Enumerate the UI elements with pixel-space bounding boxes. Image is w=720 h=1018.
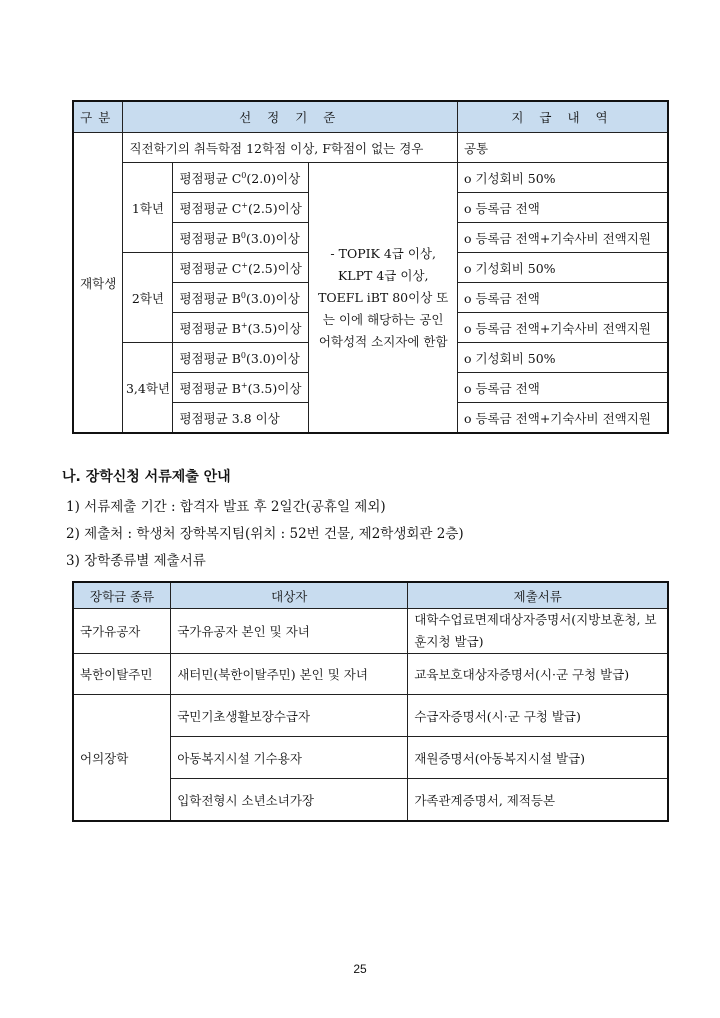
gpa-cell: 평점평균 $C^0(2.0)$이상 xyxy=(173,163,309,193)
gpa-cell: 평점평균 C+(2.5)이상 xyxy=(173,253,309,283)
table-row xyxy=(73,695,668,737)
common-benefit-cell: 공통 xyxy=(457,133,668,163)
benefit-cell: o 등록금 전액 xyxy=(457,373,668,403)
header-documents: 제출서류 xyxy=(408,582,668,609)
benefit-cell: o 기성회비 50% xyxy=(457,343,668,373)
year-cell: 3,4학년 xyxy=(123,343,173,434)
table-row xyxy=(73,654,668,695)
scholarship-type-cell: 어의장학 xyxy=(73,695,171,822)
documents-header-row xyxy=(73,582,668,609)
section-title: 나. 장학신청 서류제출 안내 xyxy=(62,469,231,485)
criteria-header-row xyxy=(73,101,668,133)
note-submission-period: 1) 서류제출 기간 : 합격자 발표 후 2일간(공휴일 제외) xyxy=(66,499,386,515)
target-cell: 국민기초생활보장수급자 xyxy=(171,695,408,737)
header-target: 대상자 xyxy=(171,582,408,609)
scholarship-type-cell: 국가유공자 xyxy=(73,609,171,654)
language-requirement-cell: - TOPIK 4급 이상, KLPT 4급 이상, TOEFL iBT 80이상 또는 이에 해당하는 공인 어학성적 소지자에 한함 xyxy=(309,163,458,434)
header-criteria: 선 정 기 준 xyxy=(123,101,458,133)
header-scholarship-type: 장학금 종류 xyxy=(73,582,171,609)
note-documents-by-type: 3) 장학종류별 제출서류 xyxy=(66,553,206,569)
documents-cell: 수급자증명서(시·군 구청 발급) xyxy=(408,695,668,737)
gpa-cell: 평점평균 $B^0(3.0)$이상 xyxy=(173,343,309,373)
gpa-cell: 평점평균 C+(2.5)이상 xyxy=(173,193,309,223)
header-benefit: 지 급 내 역 xyxy=(457,101,668,133)
page-number: 25 xyxy=(353,962,367,976)
target-cell: 입학전형시 소년소녀가장 xyxy=(171,779,408,822)
gpa-cell: 평점평균 $B^0(3.0)$이상 xyxy=(173,283,309,313)
scholarship-type-cell: 북한이탈주민 xyxy=(73,654,171,695)
target-cell: 아동복지시설 기수용자 xyxy=(171,737,408,779)
year-cell: 2학년 xyxy=(123,253,173,343)
header-category: 구분 xyxy=(73,101,123,133)
benefit-cell: o 기성회비 50% xyxy=(457,253,668,283)
gpa-cell: 평점평균 3.8 이상 xyxy=(173,403,309,434)
table-row xyxy=(73,609,668,654)
gpa-cell: 평점평균 B+(3.5)이상 xyxy=(173,373,309,403)
benefit-cell: o 등록금 전액 xyxy=(457,193,668,223)
scholarship-criteria-table xyxy=(72,100,669,434)
documents-cell: 가족관계증명서, 제적등본 xyxy=(408,779,668,822)
documents-cell: 대학수업료면제대상자증명서(지방보훈청, 보훈지청 발급) xyxy=(408,609,668,654)
note-submission-place: 2) 제출처 : 학생처 장학복지팀(위치 : 52번 건물, 제2학생회관 2층) xyxy=(66,526,464,542)
gpa-cell: 평점평균 B+(3.5)이상 xyxy=(173,313,309,343)
criteria-common-row xyxy=(73,133,668,163)
benefit-cell: o 기성회비 50% xyxy=(457,163,668,193)
gpa-cell: 평점평균 $B^0(3.0)$이상 xyxy=(173,223,309,253)
enrolled-student-cell: 재학생 xyxy=(73,133,123,434)
benefit-cell: o 등록금 전액+기숙사비 전액지원 xyxy=(457,403,668,434)
benefit-cell: o 등록금 전액+기숙사비 전액지원 xyxy=(457,313,668,343)
target-cell: 국가유공자 본인 및 자녀 xyxy=(171,609,408,654)
benefit-cell: o 등록금 전액 xyxy=(457,283,668,313)
year-cell: 1학년 xyxy=(123,163,173,253)
table-row xyxy=(73,163,668,193)
documents-cell: 교육보호대상자증명서(시·군 구청 발급) xyxy=(408,654,668,695)
documents-cell: 재원증명서(아동복지시설 발급) xyxy=(408,737,668,779)
target-cell: 새터민(북한이탈주민) 본인 및 자녀 xyxy=(171,654,408,695)
benefit-cell: o 등록금 전액+기숙사비 전액지원 xyxy=(457,223,668,253)
required-documents-table xyxy=(72,581,669,822)
common-criteria-cell: 직전학기의 취득학점 12학점 이상, F학점이 없는 경우 xyxy=(123,133,458,163)
